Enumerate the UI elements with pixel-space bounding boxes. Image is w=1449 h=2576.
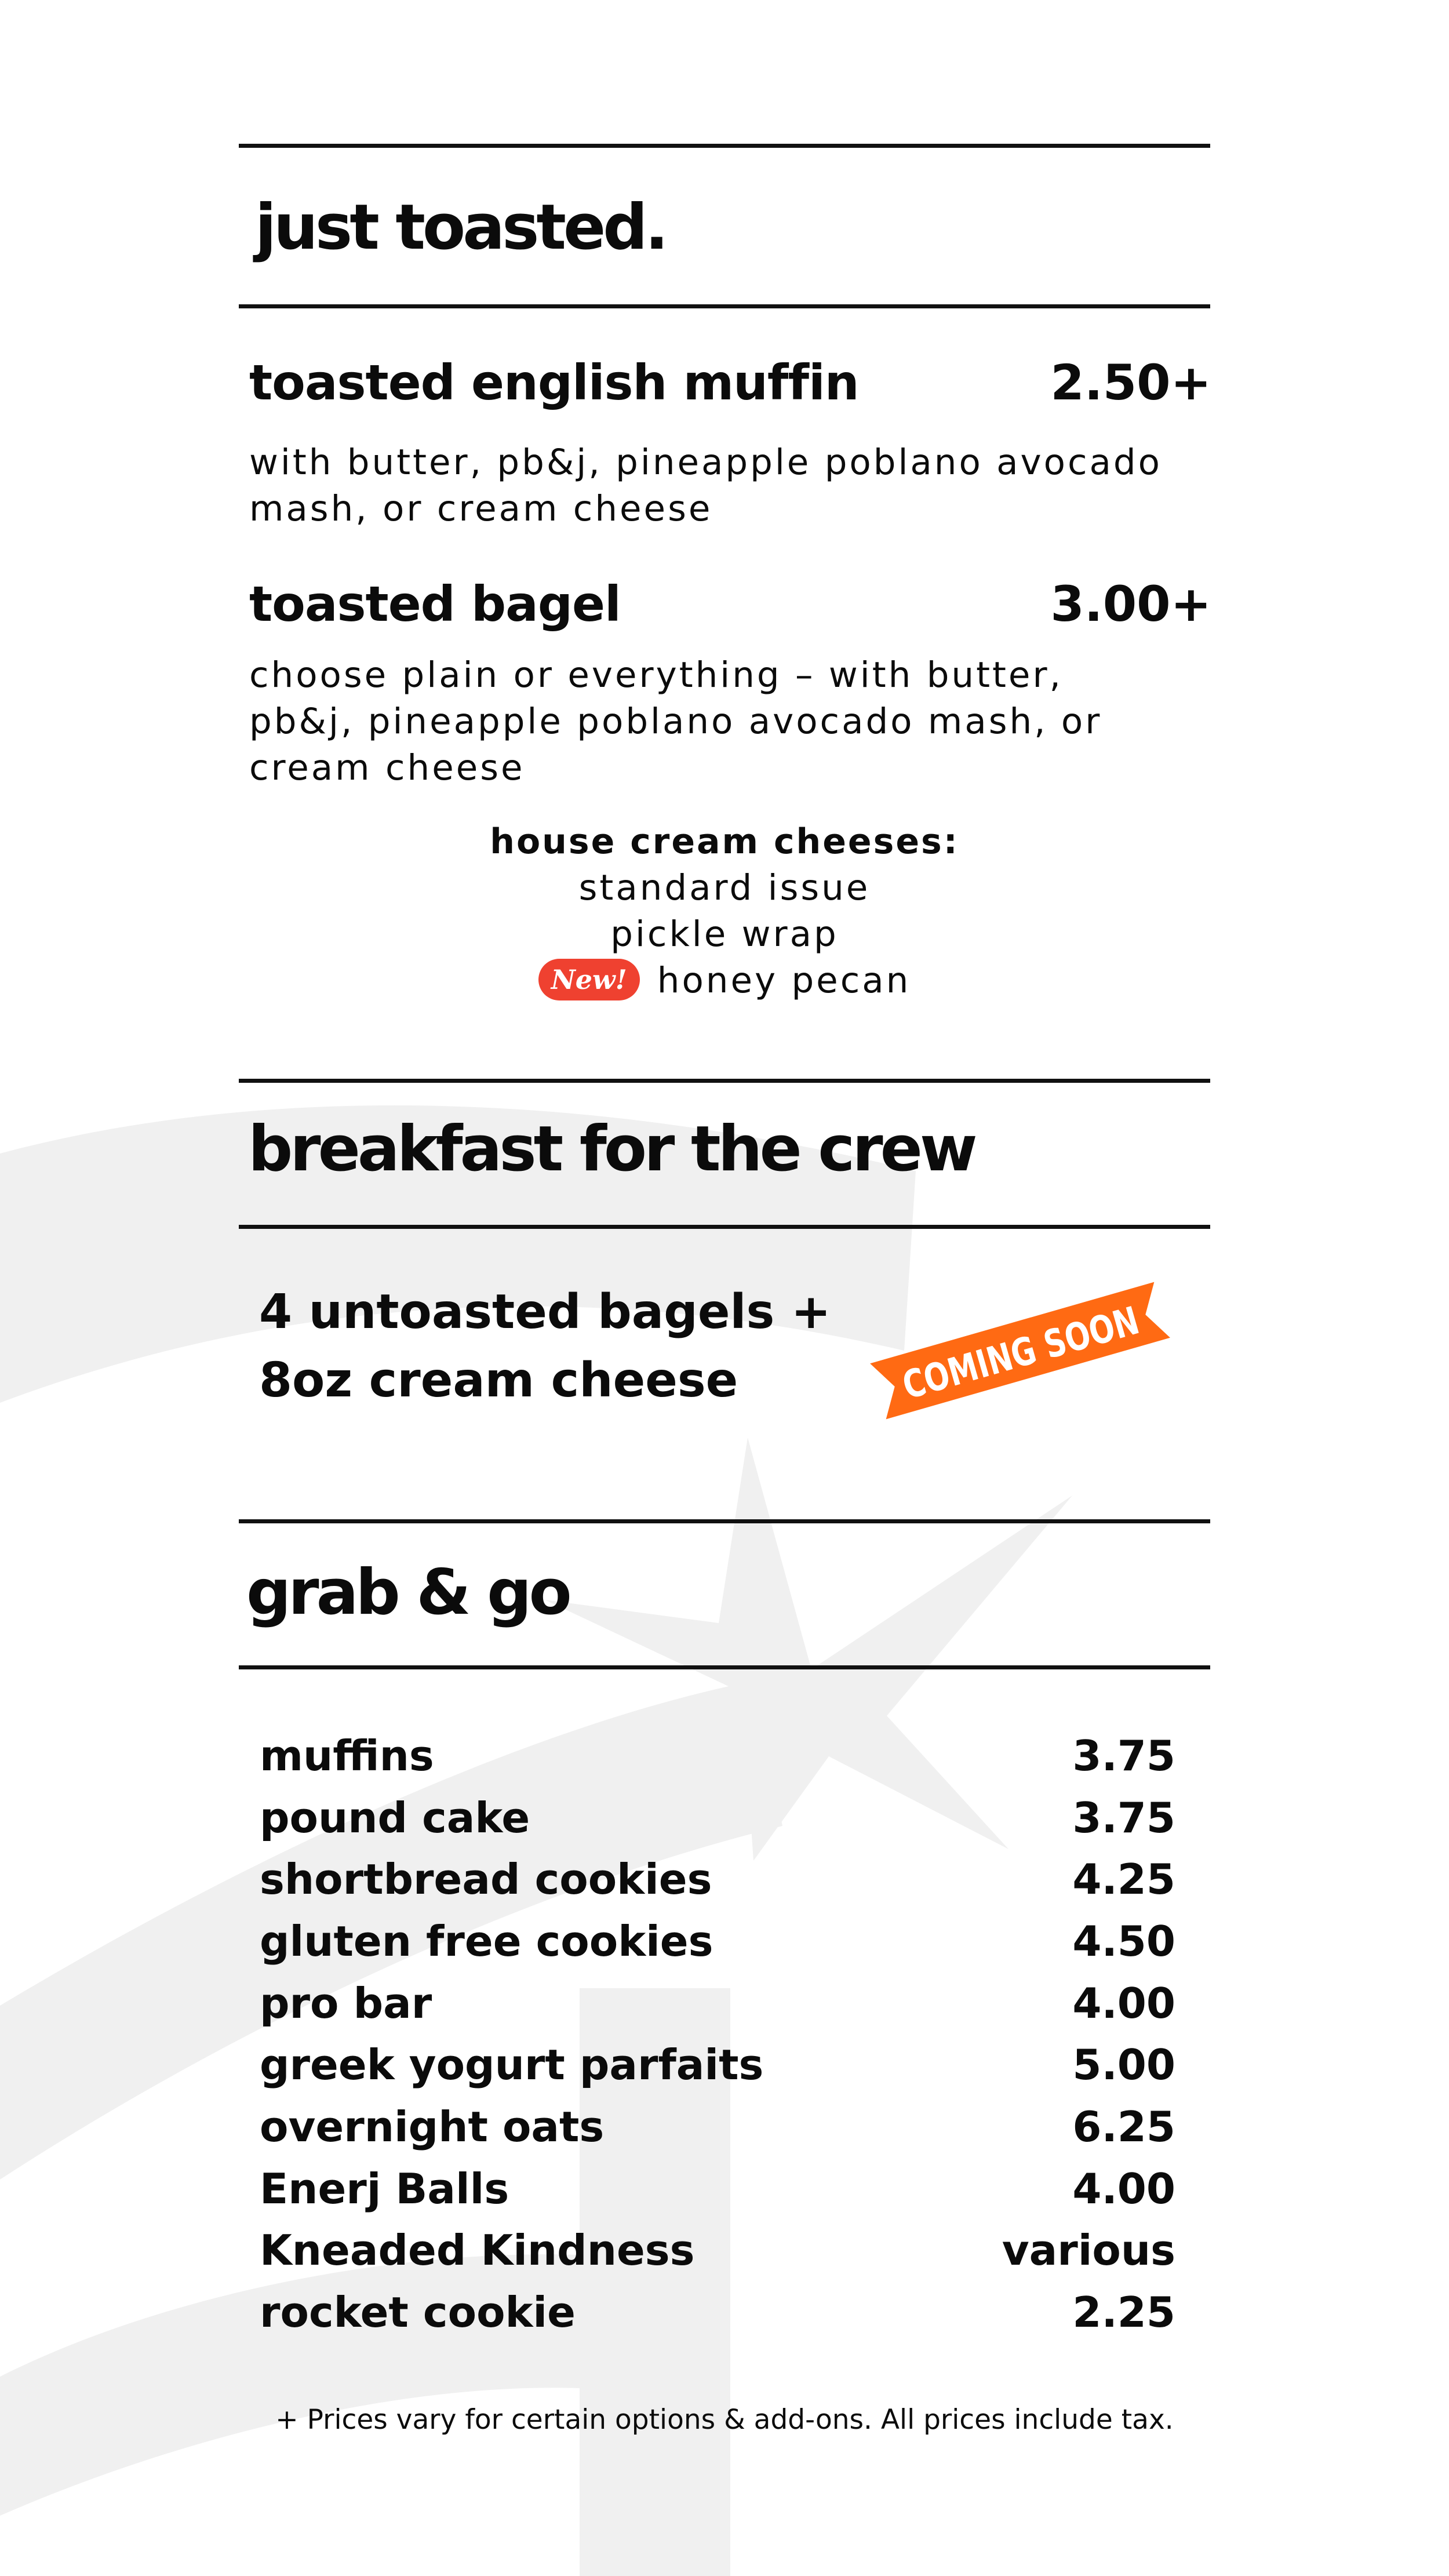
cream-cheese-item-new bbox=[377, 958, 1072, 1004]
menu-item-name: rocket cookie bbox=[260, 2287, 576, 2337]
menu-row bbox=[260, 1724, 1175, 1787]
item-price-english-muffin: 2.50+ bbox=[1050, 354, 1211, 411]
menu-row bbox=[260, 2033, 1175, 2095]
cream-cheese-heading: house cream cheeses: bbox=[490, 821, 959, 862]
menu-row bbox=[260, 1787, 1175, 1849]
menu-item-price: 4.25 bbox=[1072, 1854, 1175, 1904]
cream-cheese-item: pickle wrap bbox=[610, 914, 839, 955]
item-name-english-muffin: toasted english muffin bbox=[249, 354, 859, 411]
menu-item-name: pound cake bbox=[260, 1793, 530, 1842]
item-description-english-muffin: with butter, pb&j, pineapple poblano avocado mash, or cream cheese bbox=[249, 442, 1162, 529]
item-name-toasted-bagel: toasted bagel bbox=[249, 576, 621, 632]
menu-item-price: 4.50 bbox=[1072, 1916, 1175, 1966]
divider bbox=[239, 1079, 1210, 1083]
coming-soon-banner bbox=[864, 1278, 1213, 1423]
menu-item-price: 2.25 bbox=[1072, 2287, 1175, 2337]
menu-row bbox=[260, 1972, 1175, 2034]
item-description-toasted-bagel: choose plain or everything – with butter, pb&j, pineapple poblano avocado mash, or cream cheese bbox=[249, 654, 1102, 788]
menu-row bbox=[260, 2157, 1175, 2220]
menu-row bbox=[260, 2219, 1175, 2281]
divider bbox=[239, 304, 1210, 308]
menu-item-name: Kneaded Kindness bbox=[260, 2225, 695, 2275]
new-badge: New! bbox=[538, 959, 640, 1000]
cream-cheese-item: standard issue bbox=[578, 867, 871, 908]
menu-row bbox=[260, 2281, 1175, 2343]
menu-item-name: overnight oats bbox=[260, 2102, 605, 2151]
menu-item-price: various bbox=[1002, 2225, 1175, 2275]
section-title-grab-and-go: grab & go bbox=[246, 1556, 569, 1629]
divider bbox=[239, 1225, 1210, 1229]
menu-item-name: greek yogurt parfaits bbox=[260, 2040, 764, 2089]
crew-item bbox=[259, 1278, 831, 1415]
menu-item-name: muffins bbox=[260, 1731, 434, 1780]
house-cream-cheeses bbox=[377, 818, 1072, 1004]
price-footnote: + Prices vary for certain options & add-ons. All prices include tax. bbox=[275, 2404, 1174, 2436]
menu-row bbox=[260, 1848, 1175, 1910]
menu-item-name: pro bar bbox=[260, 1978, 432, 2028]
menu-item-name: gluten free cookies bbox=[260, 1916, 713, 1966]
menu-row bbox=[260, 2095, 1175, 2157]
menu-item-price: 6.25 bbox=[1072, 2102, 1175, 2151]
menu-item-price: 3.75 bbox=[1072, 1793, 1175, 1842]
menu-item-name: Enerj Balls bbox=[260, 2164, 509, 2213]
section-title-breakfast-crew: breakfast for the crew bbox=[248, 1113, 975, 1185]
menu-item-name: shortbread cookies bbox=[260, 1854, 712, 1904]
divider bbox=[239, 1519, 1210, 1523]
menu-item-price: 3.75 bbox=[1072, 1731, 1175, 1780]
crew-item-line: 8oz cream cheese bbox=[259, 1353, 738, 1408]
menu-row bbox=[260, 1910, 1175, 1972]
cream-cheese-item-label: honey pecan bbox=[657, 960, 911, 1001]
section-title-just-toasted: just toasted. bbox=[255, 191, 666, 264]
menu-item-price: 4.00 bbox=[1072, 2164, 1175, 2213]
coming-soon-text: COMING SOON bbox=[897, 1278, 1213, 1409]
divider bbox=[239, 144, 1210, 148]
divider bbox=[239, 1665, 1210, 1669]
menu-item-price: 4.00 bbox=[1072, 1978, 1175, 2028]
item-price-toasted-bagel: 3.00+ bbox=[1050, 576, 1211, 632]
crew-item-line: 4 untoasted bagels + bbox=[259, 1285, 831, 1340]
menu-item-price: 5.00 bbox=[1072, 2040, 1175, 2089]
